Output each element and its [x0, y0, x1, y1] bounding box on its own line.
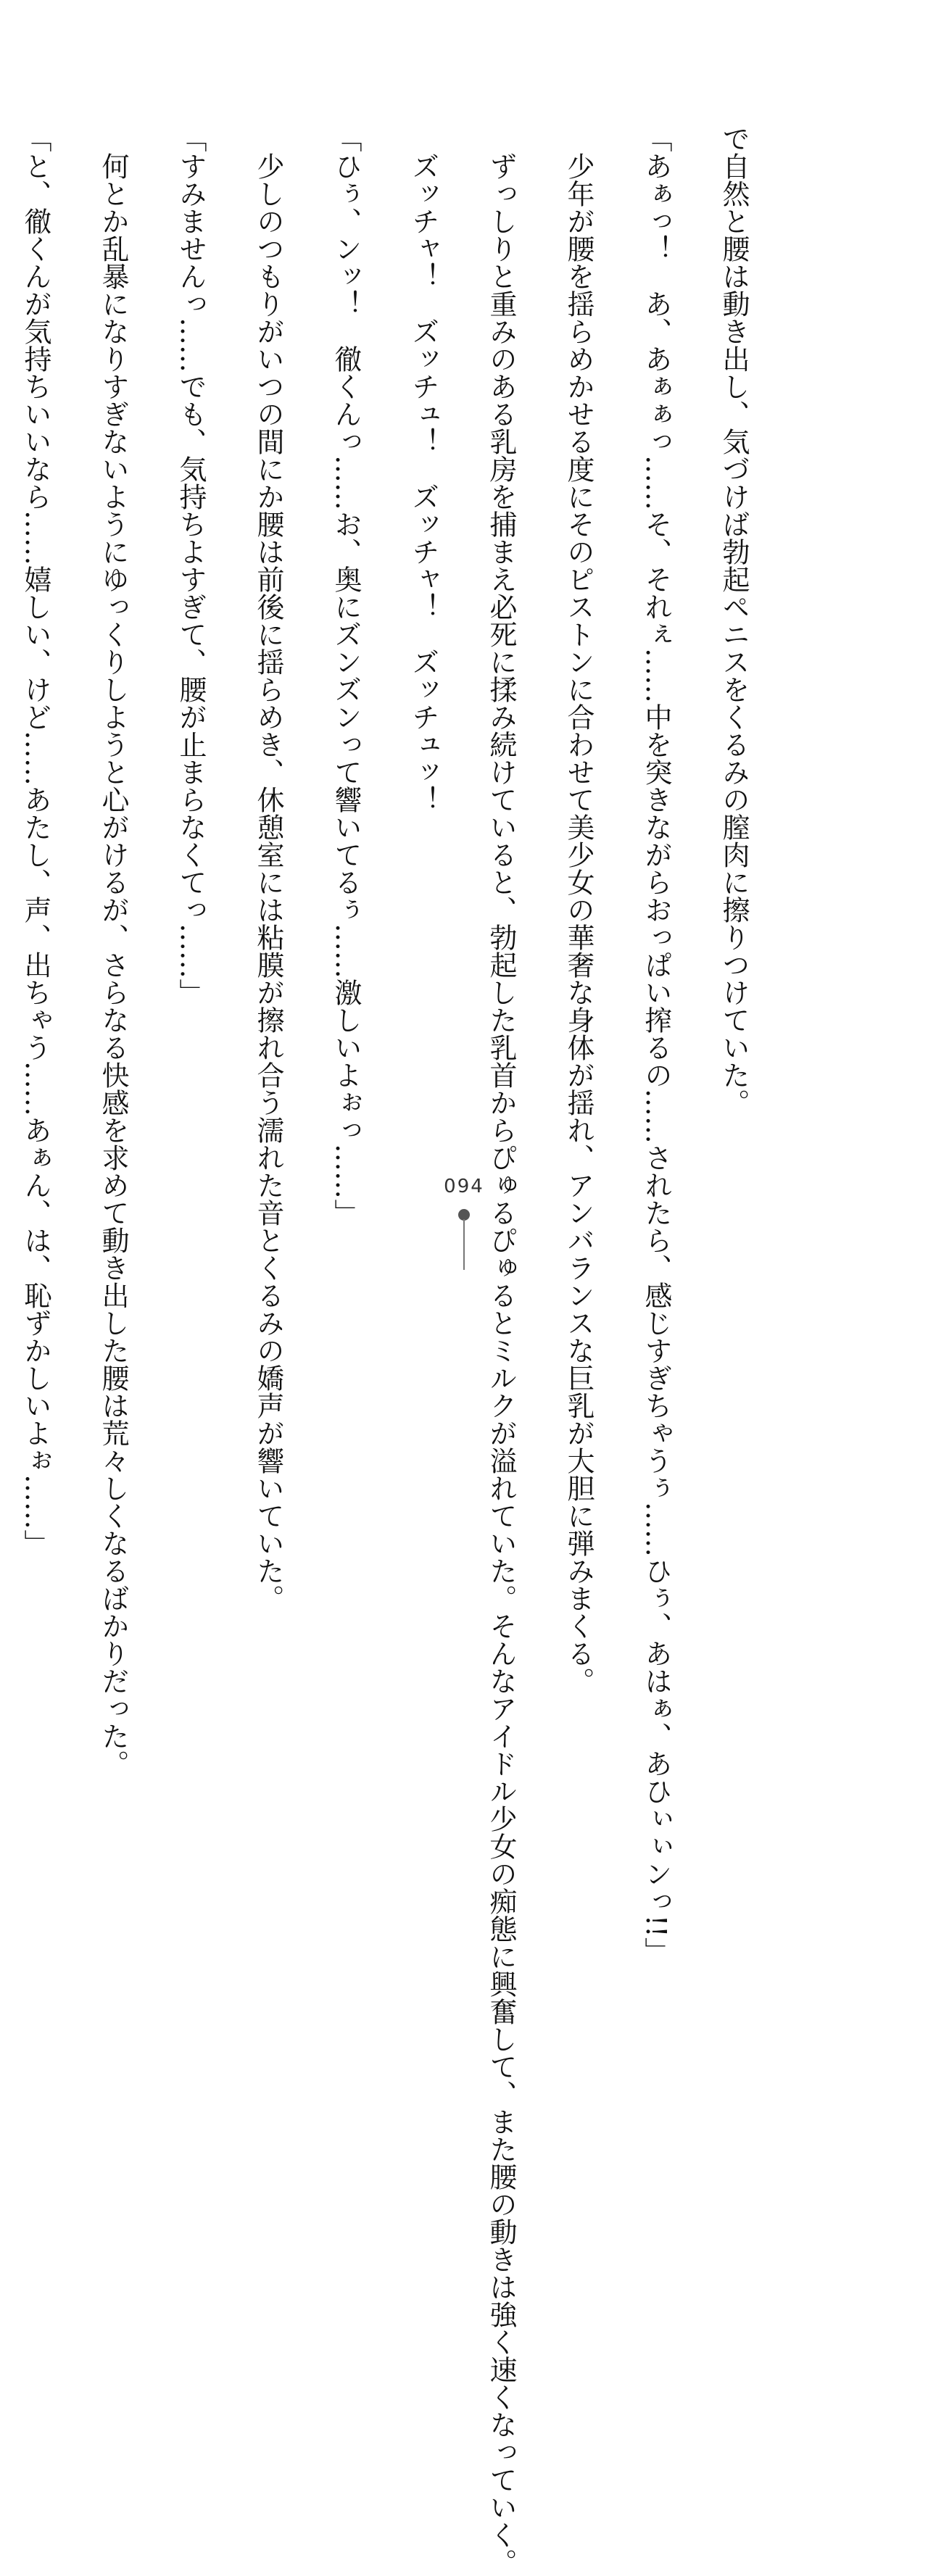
- marker-line: [463, 1219, 465, 1270]
- text-line: 「ひぅ、ンッ！ 徹くんっ……お、奥にズンズンって響いてるぅ……激しいよぉっ……」: [330, 125, 362, 1226]
- text-line: で自然と腰は動き出し、気づけば勃起ペニスをくるみの膣肉に擦りつけていた。: [718, 125, 750, 1116]
- text-line: 「と、徹くんが気持ちいいなら……嬉しい、けど……あたし、声、出ちゃう……あぁん、は、恥ずかしいよぉ……」: [20, 125, 51, 1557]
- text-line: 少しのつもりがいつの間にか腰は前後に揺らめき、休憩室には粘膜が擦れ合う濡れた音とくるみの嬌声が響いていた。: [252, 125, 284, 1612]
- text-line: 「あぁっ！ あ、あぁぁっ……そ、それぇ……中を突きながらおっぱい搾るの……されたら、感じすぎちゃうぅ……ひぅ、あはぁ、あひぃぃンっ!!」: [640, 125, 672, 1965]
- page-marker-icon: [458, 1209, 468, 1267]
- text-line: ズッチャ！ ズッチュ！ ズッチャ！ ズッチュッ！: [407, 125, 439, 813]
- text-line: ずっしりと重みのある乳房を捕まえ必死に揉み続けていると、勃起した乳首からぴゅるぴゅるとミルクが溢れていた。そんなアイドル少女の痴態に興奮して、また腰の動きは強く速くなっていく。: [485, 125, 517, 2576]
- text-line: 「すみませんっ……でも、気持ちよすぎて、腰が止まらなくてっ……」: [175, 125, 207, 1006]
- page-number: 094: [444, 1176, 484, 1197]
- text-line: 何とか乱暴になりすぎないようにゆっくりしようと心がけるが、さらなる快感を求めて動き出した腰は荒々しくなるばかりだった。: [97, 125, 129, 1777]
- text-line: 少年が腰を揺らめかせる度にそのピストンに合わせて美少女の華奢な身体が揺れ、アンバランスな巨乳が大胆に弾みまくる。: [563, 125, 594, 1695]
